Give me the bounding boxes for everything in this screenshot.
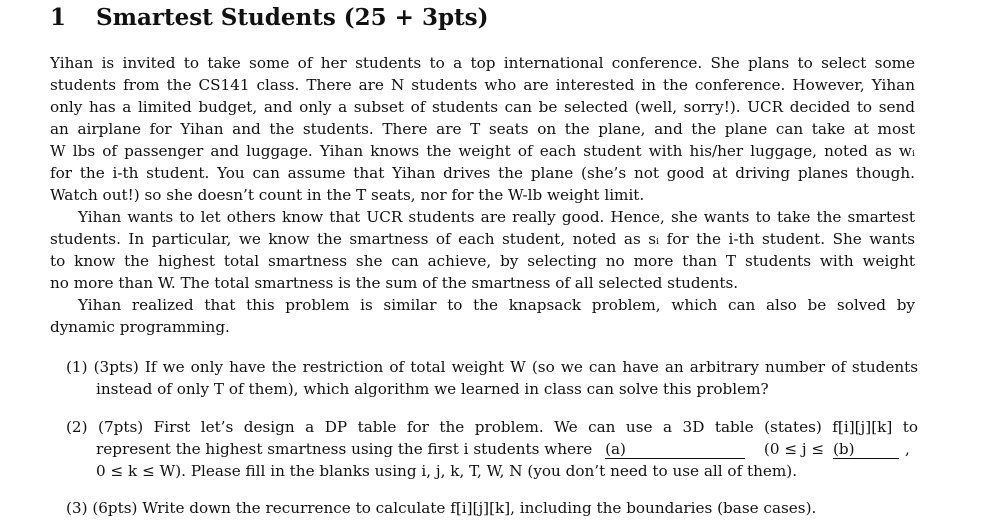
- intro-p2-line: to know the highest total smartness she can achieve, by selecting no more than T students with weight: [50, 252, 915, 270]
- question-2: [66, 416, 918, 482]
- section-heading: [50, 4, 489, 31]
- intro-p1-line: students from the CS141 class. There are N students who are interested in the conference. However, Yihan: [50, 76, 915, 94]
- intro-p2-line: no more than W. The total smartness is the sum of the smartness of all selected students.: [50, 274, 739, 292]
- intro-paragraph-2: [50, 206, 915, 294]
- question-1-label: (1): [66, 358, 88, 376]
- section-title: Smartest Students (25 + 3pts): [96, 4, 489, 31]
- intro-paragraph-3: [50, 294, 915, 338]
- question-2-line: [66, 416, 918, 438]
- question-3-label: (3): [66, 499, 88, 517]
- intro-p3-line: Yihan realized that this problem is similar to the knapsack problem, which can also be solved by: [78, 296, 915, 314]
- question-1-line: [66, 356, 918, 378]
- question-1: [66, 356, 918, 400]
- question-1-text: (3pts) If we only have the restriction of total weight W (so we can have an arbitrary number of students: [93, 358, 919, 376]
- intro-p1-line: W lbs of passenger and luggage. Yihan knows the weight of each student with his/her luggage, noted as wᵢ: [50, 142, 915, 160]
- intro-p3-line: dynamic programming.: [50, 318, 230, 336]
- question-2-text: represent the highest smartness using the first i students where: [96, 440, 593, 458]
- intro-p1-line: Watch out!) so she doesn’t count in the T seats, nor for the W-lb weight limit.: [50, 186, 645, 204]
- question-2-line: 0 ≤ k ≤ W). Please fill in the blanks using i, j, k, T, W, N (you don’t need to use all of them).: [96, 462, 798, 480]
- intro-p1-line: only has a limited budget, and only a subset of students can be selected (well, sorry!). UCR decided to send: [50, 98, 915, 116]
- question-2-line: [66, 438, 918, 460]
- question-3-line: [66, 497, 918, 519]
- question-3-text: (6pts) Write down the recurrence to calculate f[i][j][k], including the boundaries (base cases).: [92, 499, 817, 517]
- intro-p2-line: students. In particular, we know the smartness of each student, noted as sᵢ for the i-th student. She wants: [50, 230, 915, 248]
- intro-p2-line: Yihan wants to let others know that UCR students are really good. Hence, she wants to take the smartest: [78, 208, 915, 226]
- blank-b: (b): [833, 440, 899, 459]
- question-3: [66, 497, 918, 519]
- intro-paragraph-1: [50, 52, 915, 206]
- intro-p1-line: an airplane for Yihan and the students. There are T seats on the plane, and the plane can take at most: [50, 120, 915, 138]
- question-1-line: instead of only T of them), which algorithm we learned in class can solve this problem?: [96, 380, 769, 398]
- question-2-text: (0 ≤ j ≤: [763, 440, 825, 458]
- question-2-text: ,: [904, 440, 910, 458]
- intro-p1-line: Yihan is invited to take some of her students to a top international conference. She plans to select some: [50, 54, 915, 72]
- intro-p1-line: for the i-th student. You can assume that Yihan drives the plane (she’s not good at driving planes though.: [50, 164, 915, 182]
- section-number: 1: [50, 4, 67, 31]
- question-2-text: (7pts) First let’s design a DP table for the problem. We can use a 3D table (states) f[i][j][k] to: [98, 418, 919, 436]
- question-2-label: (2): [66, 418, 88, 436]
- blank-a: (a): [605, 440, 745, 459]
